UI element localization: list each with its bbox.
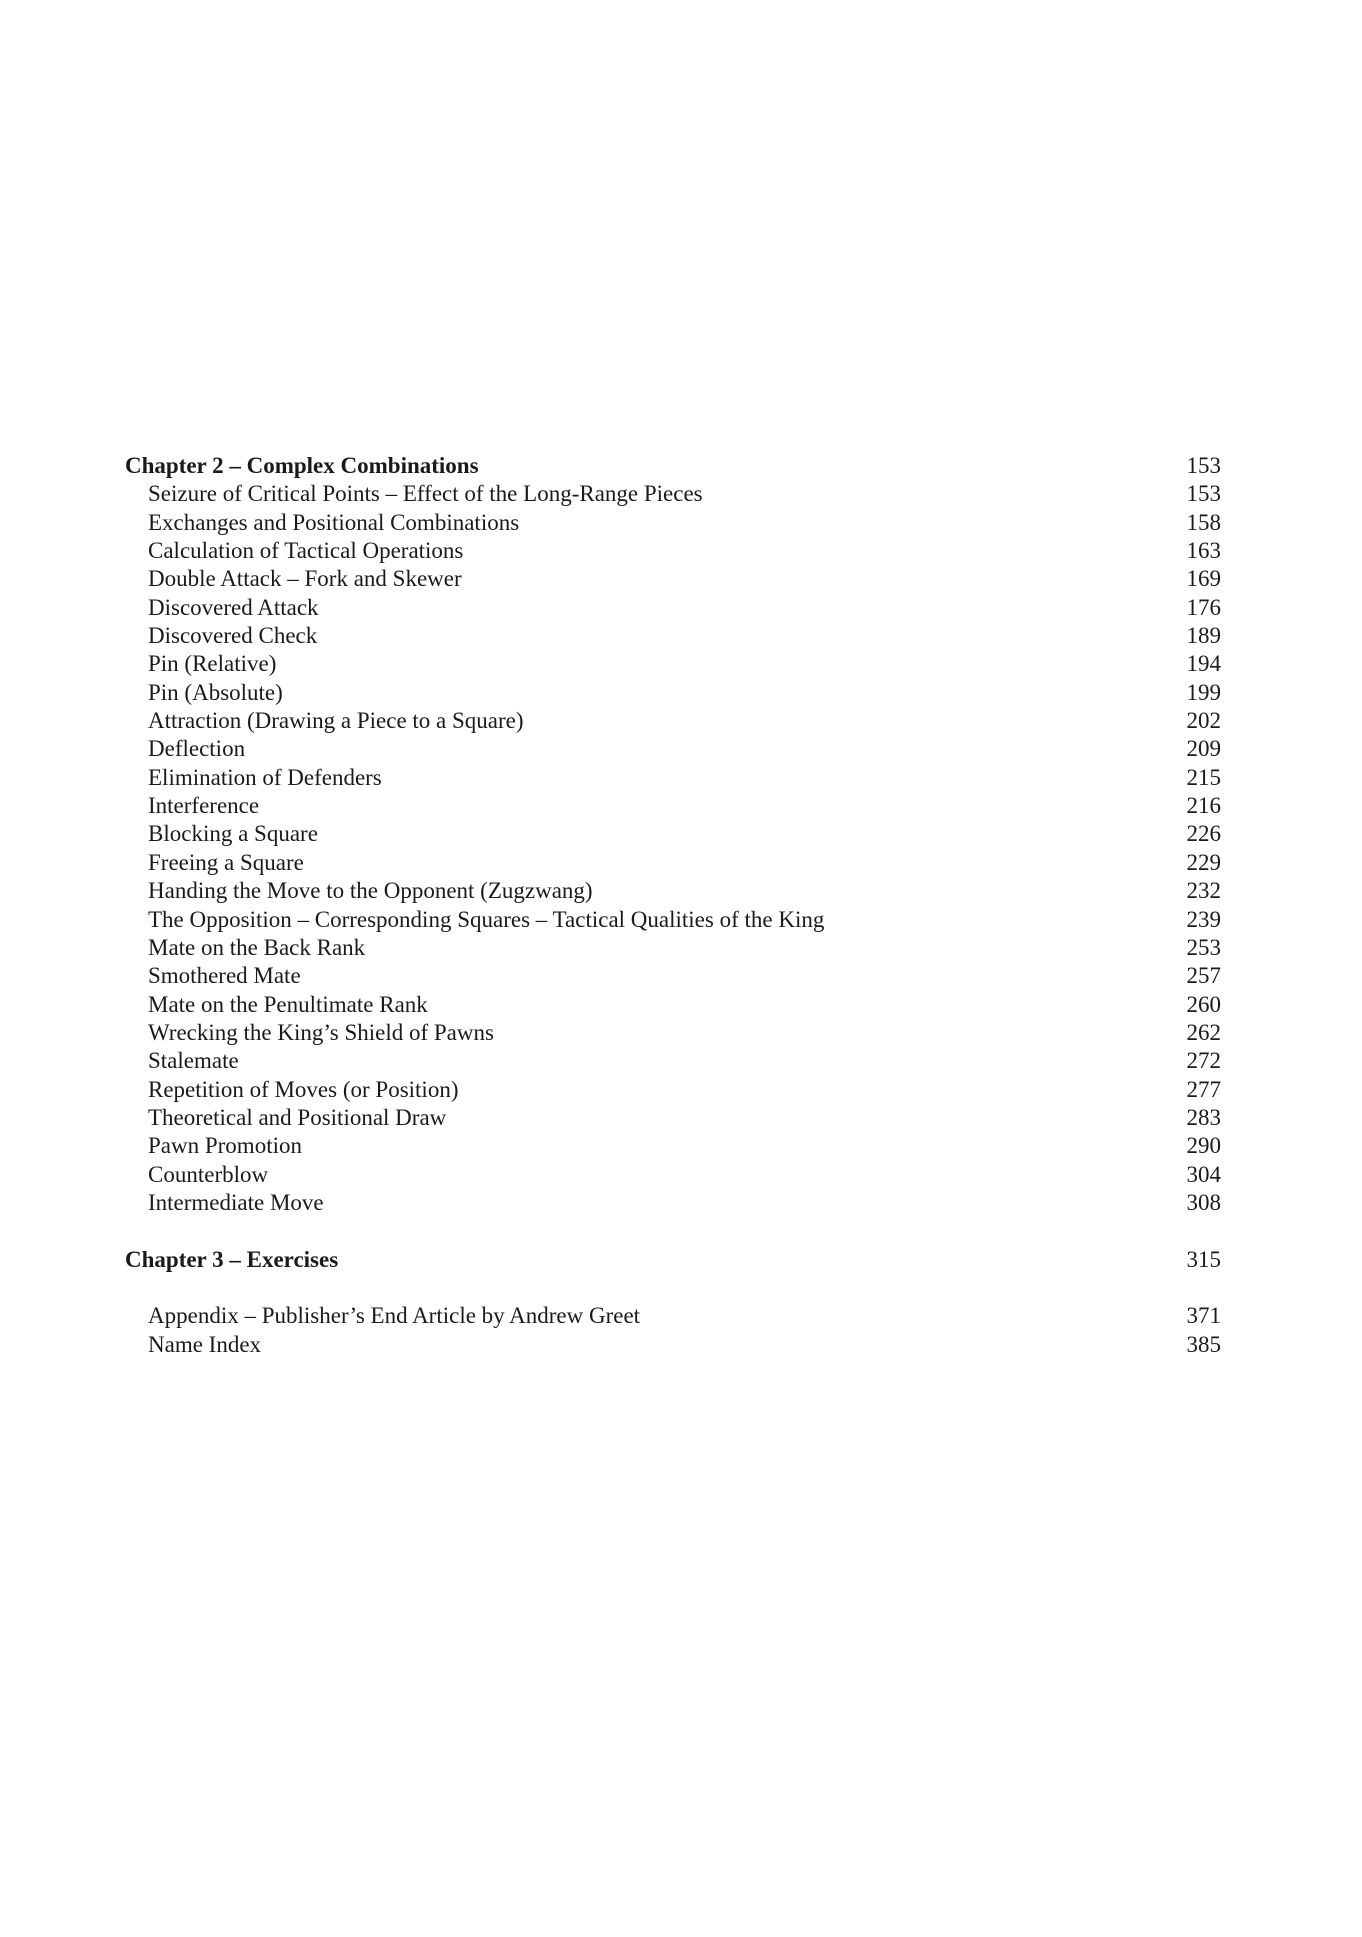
toc-entry-page-number: 371 [1186, 1303, 1221, 1329]
toc-entry [125, 622, 1221, 650]
toc-entry-page-number: 194 [1186, 651, 1221, 677]
toc-entry [125, 1047, 1221, 1075]
toc-entry-page-number: 189 [1186, 623, 1221, 649]
toc-entry-title: Smothered Mate [148, 963, 301, 989]
toc-entry-title: Pin (Absolute) [148, 679, 283, 705]
toc-entry [125, 1302, 1221, 1330]
toc-entry-page-number: 239 [1186, 906, 1221, 932]
toc-entry-title: Deflection [148, 736, 246, 762]
toc-entry-title: Pawn Promotion [148, 1133, 302, 1159]
toc-chapter-heading-page-number: 153 [1186, 453, 1221, 478]
toc-entry [125, 480, 1221, 508]
toc-entry-page-number: 232 [1186, 878, 1221, 904]
toc-entry-page-number: 209 [1186, 736, 1221, 762]
toc-entry-page-number: 262 [1186, 1019, 1221, 1045]
toc-entry-page-number: 169 [1186, 566, 1221, 592]
toc-chapter-heading-page-number: 315 [1186, 1246, 1221, 1272]
toc-entry [125, 707, 1221, 735]
toc-entry [125, 537, 1221, 565]
toc-entry-page-number: 257 [1186, 963, 1221, 989]
toc-entry-title: Discovered Attack [148, 594, 319, 620]
toc-entry-title: Interference [148, 793, 260, 819]
toc-entry-title: The Opposition – Corresponding Squares – Tactical Qualities of the King [148, 906, 825, 932]
table-of-contents [125, 452, 1221, 1359]
toc-entry-title: Name Index [148, 1331, 262, 1357]
toc-entry-page-number: 229 [1186, 849, 1221, 875]
toc-entry [125, 792, 1221, 820]
toc-entry-title: Attraction (Drawing a Piece to a Square) [148, 708, 524, 734]
toc-entry-title: Freeing a Square [148, 849, 304, 875]
toc-entry-page-number: 308 [1186, 1189, 1221, 1215]
toc-entry-title: Elimination of Defenders [148, 764, 382, 790]
toc-entry [125, 509, 1221, 537]
toc-entry-page-number: 260 [1186, 991, 1221, 1017]
toc-entry-title: Counterblow [148, 1161, 269, 1187]
toc-entry [125, 991, 1221, 1019]
toc-entry-title: Intermediate Move [148, 1189, 324, 1215]
toc-entry-page-number: 176 [1186, 594, 1221, 620]
toc-entry-page-number: 277 [1186, 1076, 1221, 1102]
toc-entry [125, 1161, 1221, 1189]
toc-entry [125, 650, 1221, 678]
toc-entry-title: Handing the Move to the Opponent (Zugzwang) [148, 878, 593, 904]
toc-entry-page-number: 215 [1186, 764, 1221, 790]
toc-entry-page-number: 202 [1186, 708, 1221, 734]
toc-entry [125, 906, 1221, 934]
toc-entry-page-number: 385 [1186, 1331, 1221, 1357]
toc-entry-title: Exchanges and Positional Combinations [148, 509, 520, 535]
toc-entry-title: Repetition of Moves (or Position) [148, 1076, 459, 1102]
toc-entry [125, 735, 1221, 763]
toc-entry-page-number: 290 [1186, 1133, 1221, 1159]
toc-entry [125, 962, 1221, 990]
toc-entry-title: Mate on the Penultimate Rank [148, 991, 428, 1017]
toc-entry-page-number: 304 [1186, 1161, 1221, 1187]
toc-entry [125, 820, 1221, 848]
toc-entry-title: Calculation of Tactical Operations [148, 538, 464, 564]
toc-entry-title: Appendix – Publisher’s End Article by Andrew Greet [148, 1303, 641, 1329]
toc-entry [125, 934, 1221, 962]
toc-entry-page-number: 216 [1186, 793, 1221, 819]
toc-entry-title: Pin (Relative) [148, 651, 277, 677]
toc-entry [125, 1132, 1221, 1160]
toc-chapter-heading-title: Chapter 3 – Exercises [125, 1246, 339, 1272]
toc-chapter-heading [125, 1246, 1221, 1274]
toc-chapter-heading-title: Chapter 2 – Complex Combinations [125, 453, 479, 478]
toc-entry [125, 565, 1221, 593]
toc-entry [125, 849, 1221, 877]
toc-entry [125, 594, 1221, 622]
toc-entry-page-number: 272 [1186, 1048, 1221, 1074]
toc-entry [125, 1104, 1221, 1132]
toc-entry [125, 1076, 1221, 1104]
toc-entry-title: Seizure of Critical Points – Effect of the Long-Range Pieces [148, 481, 703, 507]
toc-entry-page-number: 153 [1186, 481, 1221, 507]
toc-entry-title: Mate on the Back Rank [148, 934, 366, 960]
toc-entry [125, 679, 1221, 707]
toc-entry-page-number: 158 [1186, 509, 1221, 535]
toc-entry-page-number: 199 [1186, 679, 1221, 705]
toc-entry-page-number: 226 [1186, 821, 1221, 847]
toc-entry [125, 764, 1221, 792]
toc-entry [125, 877, 1221, 905]
toc-entry-page-number: 283 [1186, 1104, 1221, 1130]
toc-entry-page-number: 163 [1186, 538, 1221, 564]
toc-entry [125, 1331, 1221, 1359]
toc-entry-title: Discovered Check [148, 623, 318, 649]
toc-entry-title: Wrecking the King’s Shield of Pawns [148, 1019, 494, 1045]
section-gap [125, 1217, 1221, 1245]
toc-chapter-heading [125, 452, 1221, 480]
toc-entry-title: Blocking a Square [148, 821, 318, 847]
toc-entry-page-number: 253 [1186, 934, 1221, 960]
toc-entry [125, 1019, 1221, 1047]
toc-entry [125, 1189, 1221, 1217]
toc-entry-title: Stalemate [148, 1048, 239, 1074]
toc-entry-title: Double Attack – Fork and Skewer [148, 566, 462, 592]
toc-entry-title: Theoretical and Positional Draw [148, 1104, 447, 1130]
section-gap [125, 1274, 1221, 1302]
